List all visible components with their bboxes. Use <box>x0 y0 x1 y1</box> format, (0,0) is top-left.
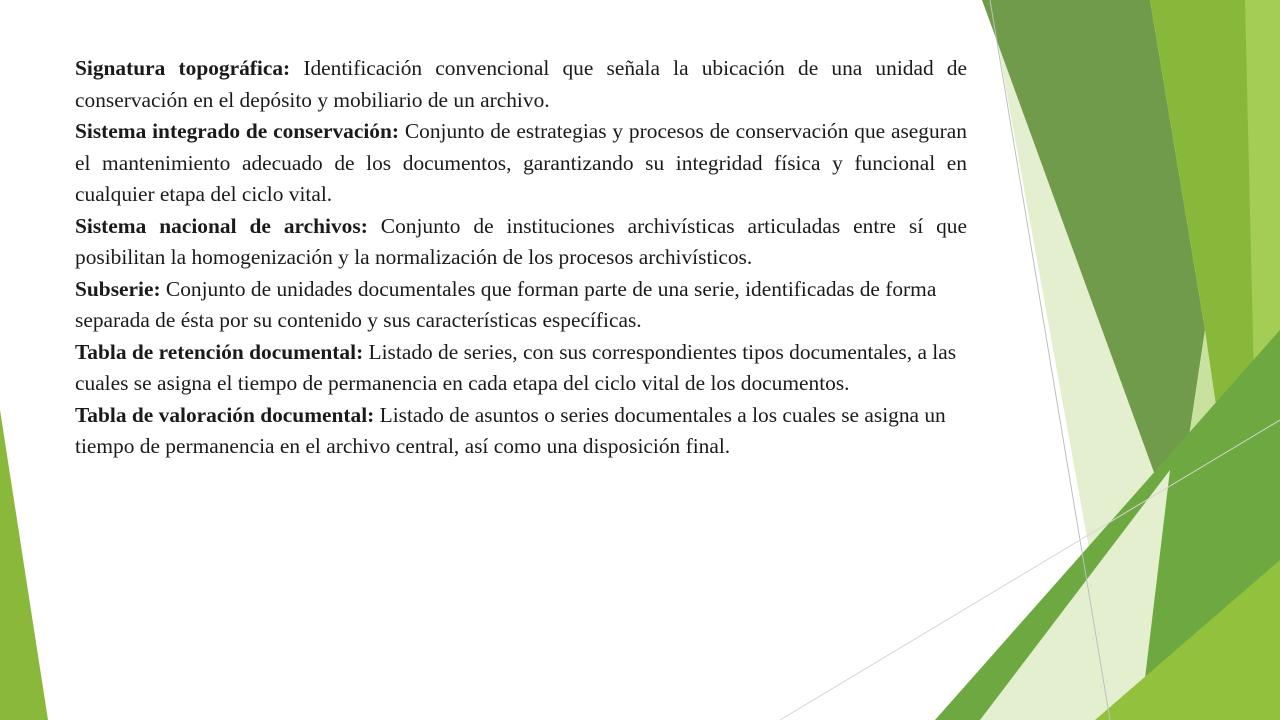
glossary-definition: Listado de series, con sus correspondientes tipos documentales, a las cuales se asigna el tiempo de permanencia en cada etapa del ciclo vital de los documentos. <box>75 339 957 395</box>
glossary-entry-tabla-de-retencion-documental <box>75 337 967 400</box>
glossary-definition: Conjunto de estrategias y procesos de conservación que aseguran el mantenimiento adecuado de los documentos, garantizando su integridad física y funcional en cualquier etapa del ciclo vital. <box>75 119 967 206</box>
glossary-term: Tabla de valoración documental: <box>75 402 375 427</box>
glossary-definition: Identificación convencional que señala la ubicación de una unidad de conservación en el depósito y mobiliario de un archivo. <box>75 56 967 112</box>
glossary-entry-sistema-integrado-de-conservacion <box>75 116 967 211</box>
glossary-term: Sistema integrado de conservación: <box>75 119 400 143</box>
glossary-definition: Conjunto de instituciones archivísticas articuladas entre sí que posibilitan la homogenización y la normalización de los procesos archivísticos. <box>75 213 967 269</box>
glossary-term: Tabla de retención documental: <box>75 339 364 364</box>
glossary-definition: Conjunto de unidades documentales que forman parte de una serie, identificadas de forma separada de ésta por su contenido y sus características específicas. <box>75 276 937 332</box>
glossary-entry-subserie <box>75 274 967 337</box>
glossary-entry-tabla-de-valoracion-documental <box>75 400 967 463</box>
glossary-text-block <box>75 53 967 463</box>
glossary-term: Sistema nacional de archivos: <box>75 213 368 238</box>
glossary-term: Signatura topográfica: <box>75 56 291 80</box>
glossary-entry-signatura-topografica <box>75 53 967 116</box>
glossary-entry-sistema-nacional-de-archivos <box>75 211 967 274</box>
glossary-term: Subserie: <box>75 276 161 301</box>
glossary-definition: Listado de asuntos o series documentales a los cuales se asigna un tiempo de permanencia en el archivo central, así como una disposición final. <box>75 402 946 458</box>
left-accent-shape <box>0 410 48 720</box>
